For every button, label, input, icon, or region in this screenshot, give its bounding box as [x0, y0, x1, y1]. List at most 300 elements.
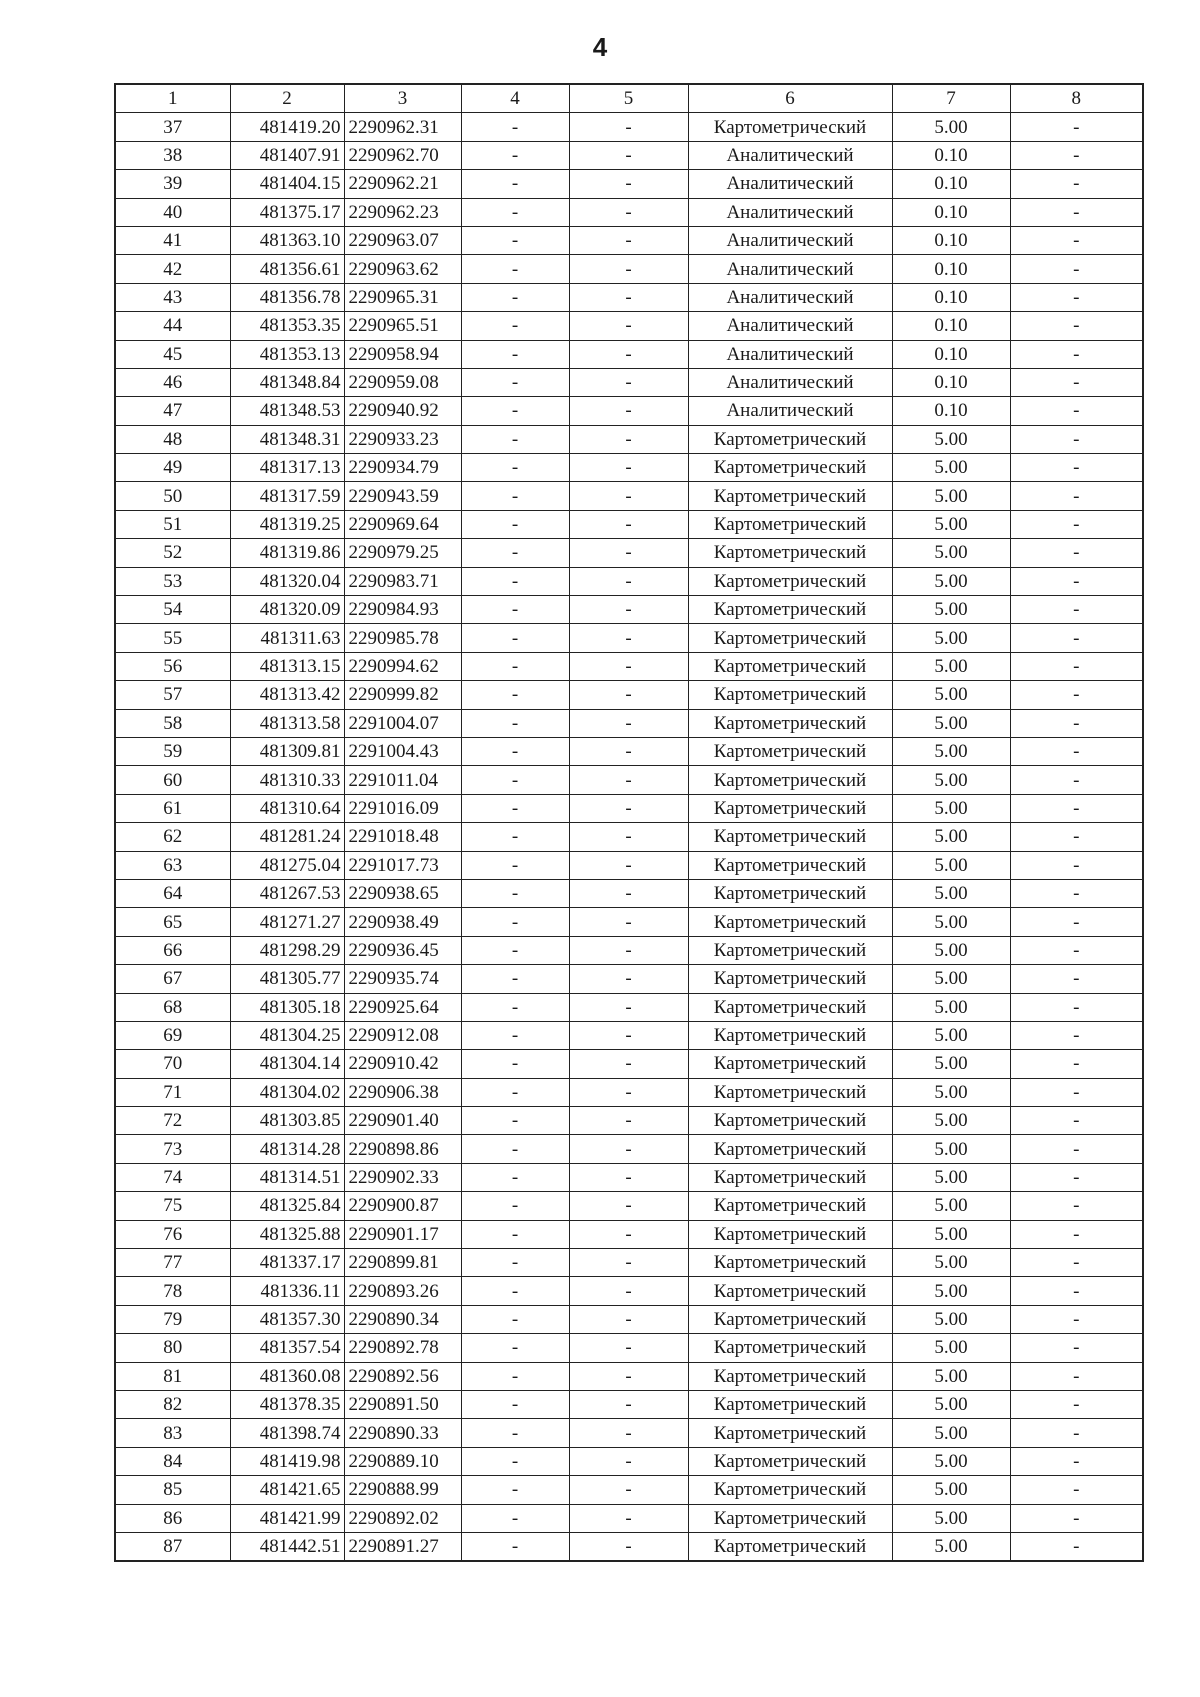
header-row	[115, 84, 1143, 113]
table-cell: 5.00	[892, 1447, 1010, 1475]
table-cell: Картометрический	[688, 851, 892, 879]
table-cell: Картометрический	[688, 681, 892, 709]
table-cell: 75	[115, 1192, 230, 1220]
table-cell: -	[1010, 510, 1143, 538]
table-cell: -	[569, 226, 688, 254]
table-cell: 5.00	[892, 1504, 1010, 1532]
table-cell: -	[461, 141, 569, 169]
table-cell: -	[1010, 1390, 1143, 1418]
table-cell: -	[461, 1220, 569, 1248]
table-cell: 481357.54	[230, 1334, 344, 1362]
table-row	[115, 312, 1143, 340]
table-cell: 481271.27	[230, 908, 344, 936]
table-cell: -	[461, 425, 569, 453]
table-cell: Картометрический	[688, 1021, 892, 1049]
table-cell: -	[1010, 425, 1143, 453]
table-cell: 5.00	[892, 851, 1010, 879]
table-cell: -	[1010, 368, 1143, 396]
table-cell: Картометрический	[688, 1107, 892, 1135]
table-cell: Картометрический	[688, 965, 892, 993]
coordinates-table	[114, 83, 1144, 1562]
table-cell: 5.00	[892, 879, 1010, 907]
table-cell: Картометрический	[688, 1277, 892, 1305]
table-cell: 5.00	[892, 1476, 1010, 1504]
table-cell: -	[569, 1078, 688, 1106]
table-row	[115, 113, 1143, 141]
table-row	[115, 1249, 1143, 1277]
table-cell: Картометрический	[688, 425, 892, 453]
table-cell: 2290984.93	[344, 596, 461, 624]
table-cell: 5.00	[892, 510, 1010, 538]
table-cell: -	[569, 170, 688, 198]
table-cell: -	[461, 1447, 569, 1475]
table-cell: 481313.58	[230, 709, 344, 737]
table-cell: 2291011.04	[344, 766, 461, 794]
table-cell: -	[461, 567, 569, 595]
table-cell: 481421.65	[230, 1476, 344, 1504]
table-cell: -	[1010, 1447, 1143, 1475]
table-cell: -	[1010, 141, 1143, 169]
table-row	[115, 766, 1143, 794]
table-cell: 5.00	[892, 1277, 1010, 1305]
table-cell: -	[569, 993, 688, 1021]
table-row	[115, 993, 1143, 1021]
table-cell: -	[569, 1334, 688, 1362]
table-row	[115, 226, 1143, 254]
table-row	[115, 879, 1143, 907]
table-cell: 2290936.45	[344, 936, 461, 964]
table-row	[115, 1277, 1143, 1305]
table-row	[115, 1305, 1143, 1333]
table-cell: 5.00	[892, 1362, 1010, 1390]
table-cell: -	[569, 1021, 688, 1049]
table-cell: 58	[115, 709, 230, 737]
table-row	[115, 1419, 1143, 1447]
table-cell: -	[1010, 1050, 1143, 1078]
table-cell: -	[569, 454, 688, 482]
table-cell: -	[569, 709, 688, 737]
column-header: 5	[569, 84, 688, 113]
table-cell: 5.00	[892, 1135, 1010, 1163]
table-cell: -	[569, 1192, 688, 1220]
table-row	[115, 454, 1143, 482]
table-cell: 2290934.79	[344, 454, 461, 482]
table-cell: 2290965.31	[344, 283, 461, 311]
table-cell: 2290962.31	[344, 113, 461, 141]
table-cell: Картометрический	[688, 1362, 892, 1390]
table-cell: -	[1010, 226, 1143, 254]
table-cell: 2290943.59	[344, 482, 461, 510]
table-cell: -	[569, 198, 688, 226]
table-cell: 2290890.33	[344, 1419, 461, 1447]
table-row	[115, 170, 1143, 198]
table-cell: -	[569, 425, 688, 453]
table-cell: -	[1010, 1249, 1143, 1277]
table-row	[115, 397, 1143, 425]
table-cell: -	[569, 965, 688, 993]
table-cell: -	[1010, 1419, 1143, 1447]
table-row	[115, 368, 1143, 396]
table-cell: -	[569, 908, 688, 936]
table-cell: 87	[115, 1532, 230, 1561]
table-cell: Картометрический	[688, 510, 892, 538]
table-cell: -	[1010, 993, 1143, 1021]
table-cell: Картометрический	[688, 1249, 892, 1277]
table-cell: -	[569, 1504, 688, 1532]
table-cell: 481304.14	[230, 1050, 344, 1078]
table-cell: -	[569, 312, 688, 340]
table-cell: 5.00	[892, 1192, 1010, 1220]
table-cell: 0.10	[892, 170, 1010, 198]
table-cell: -	[1010, 936, 1143, 964]
table-cell: -	[461, 766, 569, 794]
table-row	[115, 709, 1143, 737]
table-cell: -	[461, 1249, 569, 1277]
table-cell: 44	[115, 312, 230, 340]
table-cell: 0.10	[892, 368, 1010, 396]
table-cell: 0.10	[892, 198, 1010, 226]
table-cell: 5.00	[892, 681, 1010, 709]
table-cell: -	[569, 1532, 688, 1561]
table-cell: -	[1010, 312, 1143, 340]
table-cell: -	[569, 1277, 688, 1305]
table-cell: -	[1010, 1362, 1143, 1390]
table-cell: 5.00	[892, 113, 1010, 141]
table-cell: -	[1010, 397, 1143, 425]
table-cell: -	[1010, 652, 1143, 680]
table-cell: 481419.20	[230, 113, 344, 141]
table-cell: 50	[115, 482, 230, 510]
table-cell: -	[1010, 1504, 1143, 1532]
table-cell: 5.00	[892, 1220, 1010, 1248]
table-cell: 5.00	[892, 1419, 1010, 1447]
table-cell: Картометрический	[688, 596, 892, 624]
table-cell: -	[1010, 198, 1143, 226]
column-header: 4	[461, 84, 569, 113]
table-cell: -	[1010, 823, 1143, 851]
table-cell: 2290969.64	[344, 510, 461, 538]
table-cell: 57	[115, 681, 230, 709]
table-cell: -	[461, 170, 569, 198]
table-cell: 65	[115, 908, 230, 936]
table-cell: Картометрический	[688, 1447, 892, 1475]
table-row	[115, 1078, 1143, 1106]
table-cell: 83	[115, 1419, 230, 1447]
table-cell: -	[461, 1192, 569, 1220]
page-number: 4	[592, 32, 608, 62]
table-cell: -	[461, 936, 569, 964]
table-cell: 481353.13	[230, 340, 344, 368]
table-cell: 2290999.82	[344, 681, 461, 709]
table-cell: -	[569, 681, 688, 709]
table-cell: Аналитический	[688, 255, 892, 283]
table-cell: Картометрический	[688, 624, 892, 652]
table-cell: 2290935.74	[344, 965, 461, 993]
table-cell: -	[569, 1107, 688, 1135]
table-cell: 481319.25	[230, 510, 344, 538]
table-cell: 84	[115, 1447, 230, 1475]
table-cell: Картометрический	[688, 879, 892, 907]
table-cell: Картометрический	[688, 908, 892, 936]
table-row	[115, 567, 1143, 595]
table-cell: Картометрический	[688, 1419, 892, 1447]
table-row	[115, 1135, 1143, 1163]
table-cell: -	[569, 823, 688, 851]
table-cell: 0.10	[892, 141, 1010, 169]
table-cell: -	[1010, 454, 1143, 482]
table-cell: -	[461, 823, 569, 851]
table-row	[115, 283, 1143, 311]
table-cell: -	[569, 1135, 688, 1163]
table-cell: 2290963.62	[344, 255, 461, 283]
table-cell: 38	[115, 141, 230, 169]
table-cell: 5.00	[892, 596, 1010, 624]
table-cell: Картометрический	[688, 1078, 892, 1106]
table-cell: -	[1010, 624, 1143, 652]
table-cell: -	[569, 652, 688, 680]
table-cell: 481314.51	[230, 1163, 344, 1191]
table-cell: Картометрический	[688, 454, 892, 482]
table-cell: 2290892.78	[344, 1334, 461, 1362]
table-row	[115, 539, 1143, 567]
table-cell: -	[1010, 794, 1143, 822]
table-cell: -	[569, 510, 688, 538]
table-cell: 5.00	[892, 539, 1010, 567]
column-header: 2	[230, 84, 344, 113]
table-body	[115, 113, 1143, 1561]
table-cell: -	[461, 1419, 569, 1447]
table-cell: -	[569, 482, 688, 510]
table-cell: Картометрический	[688, 1163, 892, 1191]
table-cell: -	[461, 340, 569, 368]
table-cell: -	[569, 1390, 688, 1418]
table-cell: -	[569, 1163, 688, 1191]
table-cell: 5.00	[892, 1249, 1010, 1277]
table-row	[115, 1476, 1143, 1504]
table-cell: 5.00	[892, 482, 1010, 510]
table-cell: Аналитический	[688, 170, 892, 198]
table-cell: -	[1010, 340, 1143, 368]
table-cell: 2290899.81	[344, 1249, 461, 1277]
table-cell: 2290962.21	[344, 170, 461, 198]
table-cell: 5.00	[892, 1305, 1010, 1333]
table-cell: 481421.99	[230, 1504, 344, 1532]
table-row	[115, 794, 1143, 822]
table-cell: 46	[115, 368, 230, 396]
table-cell: 481298.29	[230, 936, 344, 964]
table-cell: 55	[115, 624, 230, 652]
table-cell: 481353.35	[230, 312, 344, 340]
table-cell: -	[461, 482, 569, 510]
table-cell: -	[461, 255, 569, 283]
table-cell: Картометрический	[688, 1532, 892, 1561]
table-cell: 5.00	[892, 454, 1010, 482]
table-cell: -	[569, 1419, 688, 1447]
table-row	[115, 141, 1143, 169]
table-cell: 73	[115, 1135, 230, 1163]
table-cell: Картометрический	[688, 1050, 892, 1078]
table-cell: 481419.98	[230, 1447, 344, 1475]
table-row	[115, 1163, 1143, 1191]
table-cell: -	[569, 766, 688, 794]
table-cell: 78	[115, 1277, 230, 1305]
table-cell: 81	[115, 1362, 230, 1390]
table-row	[115, 1220, 1143, 1248]
table-cell: -	[1010, 255, 1143, 283]
table-cell: 481378.35	[230, 1390, 344, 1418]
table-cell: -	[461, 1390, 569, 1418]
table-cell: -	[461, 1334, 569, 1362]
table-cell: 2290938.65	[344, 879, 461, 907]
table-cell: -	[1010, 1476, 1143, 1504]
table-cell: 48	[115, 425, 230, 453]
table-cell: Картометрический	[688, 539, 892, 567]
table-cell: 2290910.42	[344, 1050, 461, 1078]
table-cell: 2290889.10	[344, 1447, 461, 1475]
table-cell: 72	[115, 1107, 230, 1135]
table-cell: 0.10	[892, 397, 1010, 425]
table-cell: -	[1010, 1078, 1143, 1106]
table-cell: 481320.04	[230, 567, 344, 595]
table-cell: 56	[115, 652, 230, 680]
table-cell: 2290940.92	[344, 397, 461, 425]
table-cell: 481317.59	[230, 482, 344, 510]
table-cell: -	[569, 1050, 688, 1078]
table-cell: 0.10	[892, 312, 1010, 340]
table-cell: -	[569, 255, 688, 283]
table-cell: -	[1010, 567, 1143, 595]
table-cell: 2290979.25	[344, 539, 461, 567]
table-cell: -	[1010, 908, 1143, 936]
table-cell: 63	[115, 851, 230, 879]
table-cell: -	[1010, 170, 1143, 198]
table-cell: -	[569, 624, 688, 652]
table-cell: 5.00	[892, 965, 1010, 993]
table-cell: -	[569, 596, 688, 624]
table-cell: Картометрический	[688, 567, 892, 595]
table-row	[115, 823, 1143, 851]
table-cell: 2290983.71	[344, 567, 461, 595]
table-cell: 5.00	[892, 908, 1010, 936]
table-cell: -	[461, 454, 569, 482]
table-row	[115, 1107, 1143, 1135]
table-row	[115, 198, 1143, 226]
table-cell: 481398.74	[230, 1419, 344, 1447]
table-cell: 39	[115, 170, 230, 198]
table-cell: 60	[115, 766, 230, 794]
table-cell: Картометрический	[688, 823, 892, 851]
table-cell: -	[569, 340, 688, 368]
table-cell: Аналитический	[688, 283, 892, 311]
table-cell: 5.00	[892, 1532, 1010, 1561]
table-cell: -	[1010, 851, 1143, 879]
table-cell: 481348.84	[230, 368, 344, 396]
table-cell: -	[461, 1135, 569, 1163]
table-cell: -	[461, 283, 569, 311]
table-cell: Картометрический	[688, 737, 892, 765]
table-cell: -	[1010, 1107, 1143, 1135]
table-cell: -	[569, 1362, 688, 1390]
table-cell: -	[1010, 596, 1143, 624]
table-row	[115, 1390, 1143, 1418]
table-cell: 2290985.78	[344, 624, 461, 652]
table-cell: 41	[115, 226, 230, 254]
table-cell: -	[569, 283, 688, 311]
table-cell: -	[569, 397, 688, 425]
table-cell: 5.00	[892, 1107, 1010, 1135]
table-cell: Картометрический	[688, 1504, 892, 1532]
table-row	[115, 1362, 1143, 1390]
table-cell: 2290925.64	[344, 993, 461, 1021]
table-cell: 53	[115, 567, 230, 595]
table-row	[115, 908, 1143, 936]
table-cell: -	[461, 113, 569, 141]
table-cell: 2290891.50	[344, 1390, 461, 1418]
table-cell: 481309.81	[230, 737, 344, 765]
table-cell: -	[569, 141, 688, 169]
table-cell: -	[461, 596, 569, 624]
table-cell: 2290901.17	[344, 1220, 461, 1248]
table-row	[115, 652, 1143, 680]
table-row	[115, 255, 1143, 283]
table-cell: -	[461, 198, 569, 226]
table-cell: Картометрический	[688, 936, 892, 964]
table-cell: 5.00	[892, 652, 1010, 680]
table-cell: 481319.86	[230, 539, 344, 567]
table-cell: 481305.77	[230, 965, 344, 993]
table-cell: 77	[115, 1249, 230, 1277]
table-cell: -	[461, 879, 569, 907]
table-cell: 45	[115, 340, 230, 368]
table-cell: 2290888.99	[344, 1476, 461, 1504]
table-cell: -	[569, 851, 688, 879]
table-cell: 2290962.70	[344, 141, 461, 169]
table-cell: -	[461, 1362, 569, 1390]
table-cell: 481313.15	[230, 652, 344, 680]
table-cell: -	[1010, 539, 1143, 567]
table-cell: 59	[115, 737, 230, 765]
table-cell: 2290893.26	[344, 1277, 461, 1305]
table-cell: 2290938.49	[344, 908, 461, 936]
table-cell: 74	[115, 1163, 230, 1191]
table-cell: Картометрический	[688, 1334, 892, 1362]
table-row	[115, 596, 1143, 624]
table-cell: -	[461, 1305, 569, 1333]
table-cell: -	[461, 851, 569, 879]
table-cell: Картометрический	[688, 794, 892, 822]
table-cell: -	[1010, 1135, 1143, 1163]
table-cell: 68	[115, 993, 230, 1021]
table-cell: -	[1010, 737, 1143, 765]
table-cell: -	[1010, 965, 1143, 993]
table-cell: 5.00	[892, 737, 1010, 765]
table-cell: -	[461, 1504, 569, 1532]
table-cell: 0.10	[892, 226, 1010, 254]
table-row	[115, 624, 1143, 652]
table-cell: 481363.10	[230, 226, 344, 254]
table-cell: 481305.18	[230, 993, 344, 1021]
table-cell: 481407.91	[230, 141, 344, 169]
table-cell: 2290994.62	[344, 652, 461, 680]
table-cell: -	[569, 794, 688, 822]
table-cell: -	[569, 1220, 688, 1248]
table-cell: 5.00	[892, 766, 1010, 794]
table-cell: Аналитический	[688, 312, 892, 340]
table-cell: 5.00	[892, 709, 1010, 737]
table-cell: 481325.88	[230, 1220, 344, 1248]
table-cell: -	[461, 1277, 569, 1305]
table-cell: -	[1010, 1220, 1143, 1248]
